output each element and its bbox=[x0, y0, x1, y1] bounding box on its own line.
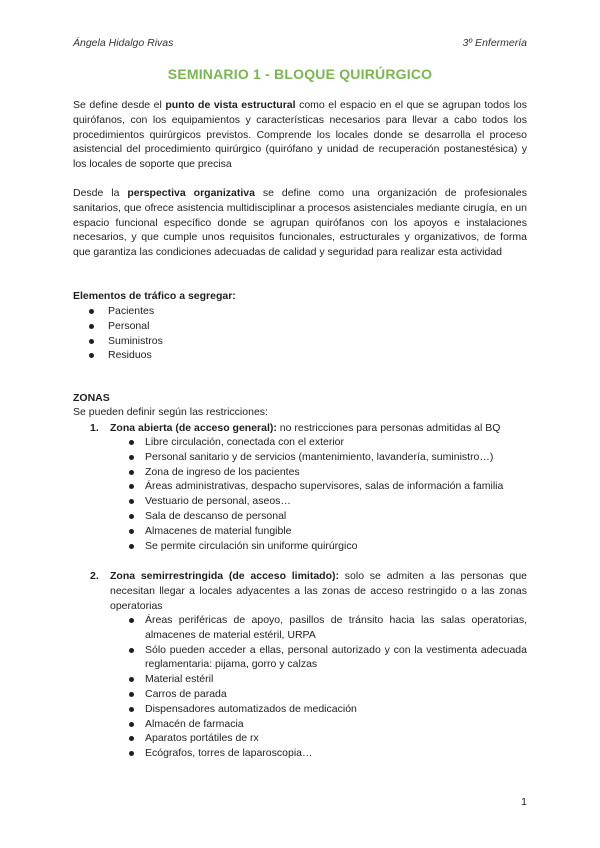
list-item: Personal bbox=[89, 319, 163, 334]
list-item: Almacenes de material fungible bbox=[129, 524, 527, 539]
header-course: 3º Enfermería bbox=[462, 37, 527, 49]
zonas-heading: ZONAS bbox=[73, 392, 110, 404]
list-item: Vestuario de personal, aseos… bbox=[129, 494, 527, 509]
zone-2-description: solo se admiten a las personas que necesitan llegar a locales adyacentes a las zonas de acceso restringido o a las zonas operatorias bbox=[110, 570, 528, 612]
list-item: Carros de parada bbox=[129, 687, 527, 702]
list-item: Áreas administrativas, despacho supervisores, salas de información a familia bbox=[129, 479, 527, 494]
zone-1-description: no restricciones para personas admitidas al BQ bbox=[276, 422, 501, 434]
zone-2-list bbox=[129, 613, 527, 761]
list-item: Material estéril bbox=[129, 672, 527, 687]
header-author: Ángela Hidalgo Rivas bbox=[73, 37, 174, 49]
traffic-list bbox=[89, 304, 163, 363]
paragraph-organizational-bold: perspectiva organizativa bbox=[127, 187, 255, 199]
zone-2-number: 2. bbox=[90, 570, 99, 582]
paragraph-structural-pre: Se define desde el bbox=[73, 99, 166, 111]
list-item: Se permite circulación sin uniforme quirúrgico bbox=[129, 539, 527, 554]
list-item: Personal sanitario y de servicios (mantenimiento, lavandería, suministro…) bbox=[129, 450, 527, 465]
paragraph-structural bbox=[73, 98, 527, 172]
paragraph-organizational-pre: Desde la bbox=[73, 187, 128, 199]
zonas-intro: Se pueden definir según las restricciones: bbox=[73, 406, 268, 418]
list-item: Almacén de farmacia bbox=[129, 717, 527, 732]
paragraph-organizational bbox=[73, 186, 527, 260]
list-item: Zona de ingreso de los pacientes bbox=[129, 465, 527, 480]
page-title: SEMINARIO 1 - BLOQUE QUIRÚRGICO bbox=[167, 66, 433, 82]
zone-1-title: Zona abierta (de acceso general): bbox=[110, 422, 277, 434]
paragraph-structural-bold: punto de vista estructural bbox=[165, 99, 296, 111]
paragraph-structural-post: como el espacio en el que se agrupan todos los quirófanos, con los equipamientos y características necesarios para llevar a cabo todos los procedimientos quirúrgicos previstos. Comprende los locales donde se desarrolla el proceso asistencial del procedimiento quirúrgico (quirófano y unidad de recuperación postanestésica) y los locales de soporte que precisa bbox=[73, 99, 527, 171]
traffic-heading: Elementos de tráfico a segregar: bbox=[73, 290, 236, 302]
paragraph-organizational-post: se define como una organización de profesionales sanitarios, que ofrece asistencia multidisciplinar a procesos asistenciales mediante cirugía, en un espacio funcional específico donde se agrupan quirófanos con los apoyos e instalaciones necesarios, y que cumple unos requisitos funcionales, estructurales y organizativos, de forma que garantiza las condiciones adecuadas de calidad y seguridad para realizar esta actividad bbox=[73, 187, 527, 259]
list-item: Ecógrafos, torres de laparoscopia… bbox=[129, 746, 527, 761]
zone-1-list bbox=[129, 435, 527, 553]
list-item: Residuos bbox=[89, 348, 163, 363]
list-item: Áreas periféricas de apoyo, pasillos de tránsito hacia las salas operatorias, almacenes de material estéril, URPA bbox=[129, 613, 527, 643]
page-number: 1 bbox=[521, 796, 527, 808]
list-item: Sólo pueden acceder a ellas, personal autorizado y con la vestimenta adecuada reglamentaria: pijama, gorro y calzas bbox=[129, 643, 527, 673]
list-item: Sala de descanso de personal bbox=[129, 509, 527, 524]
list-item: Pacientes bbox=[89, 304, 163, 319]
list-item: Libre circulación, conectada con el exterior bbox=[129, 435, 527, 450]
zone-1-number: 1. bbox=[90, 422, 99, 434]
list-item: Suministros bbox=[89, 334, 163, 349]
zone-1 bbox=[90, 421, 527, 436]
list-item: Aparatos portátiles de rx bbox=[129, 731, 527, 746]
zone-2-title: Zona semirrestringida (de acceso limitado): bbox=[110, 570, 340, 582]
zone-2 bbox=[90, 569, 527, 613]
list-item: Dispensadores automatizados de medicación bbox=[129, 702, 527, 717]
